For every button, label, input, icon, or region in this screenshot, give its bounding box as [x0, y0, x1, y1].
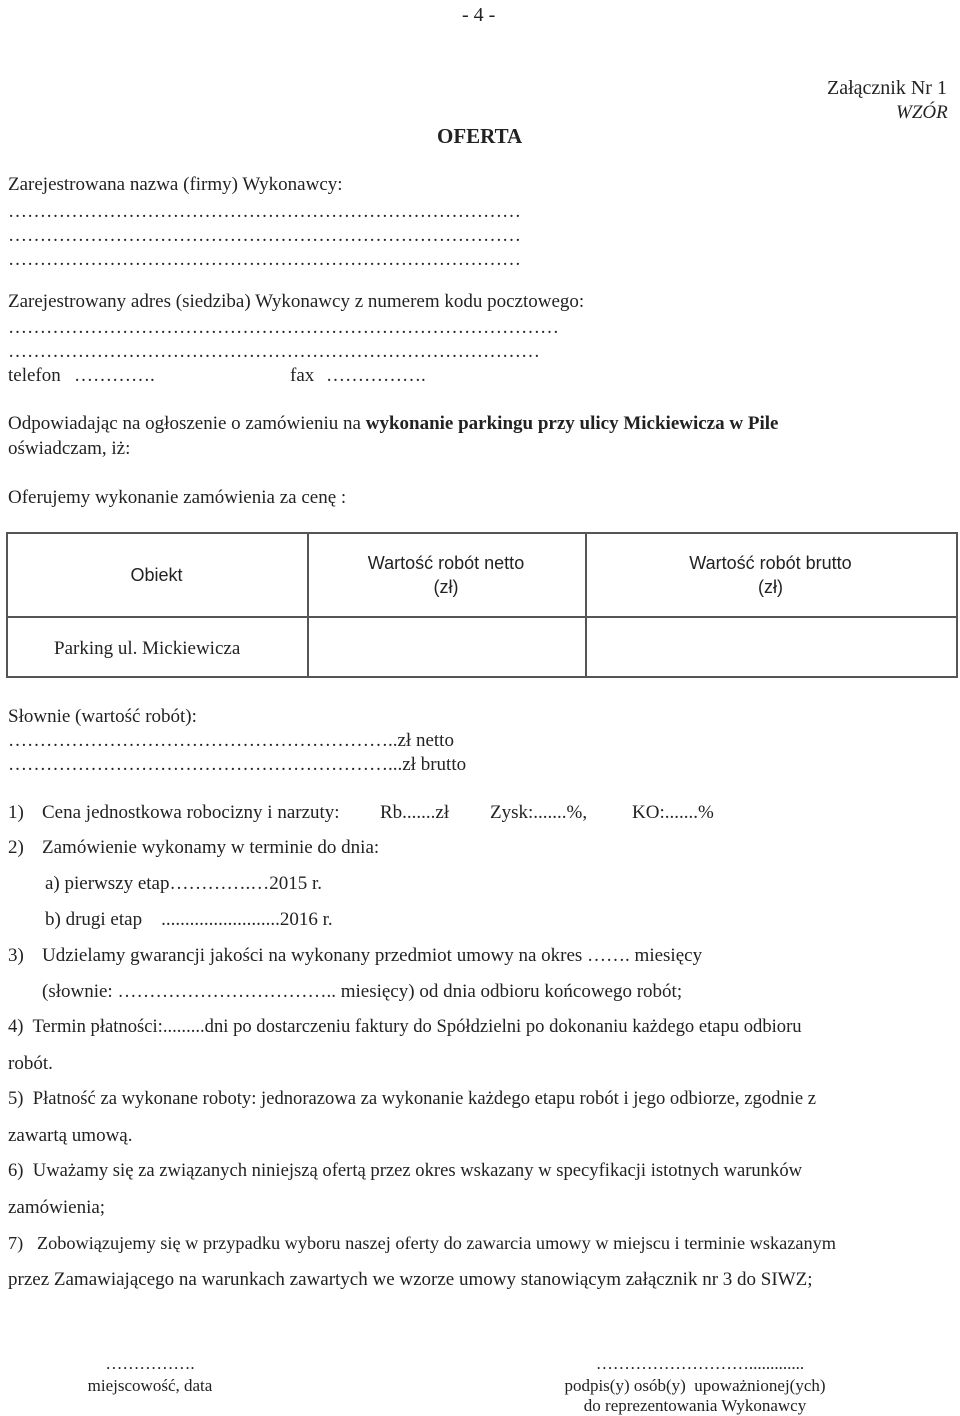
- fax-label: fax: [290, 365, 315, 386]
- page-number: - 4 -: [462, 4, 496, 26]
- intro-line-2: oświadczam, iż:: [8, 438, 131, 459]
- contractor-name-line: ………………………………………………………………………: [8, 201, 521, 222]
- contractor-address-line: …………………………………………………………………………: [8, 341, 540, 362]
- item-3-text: Udzielamy gwarancji jakości na wykonany przedmiot umowy na okres ……. miesięcy: [42, 945, 703, 966]
- place-date-label: miejscowość, data: [87, 1376, 213, 1395]
- contractor-name-label: Zarejestrowana nazwa (firmy) Wykonawcy:: [8, 174, 343, 195]
- phone-field: ………….: [74, 365, 155, 386]
- template-label: WZÓR: [896, 102, 948, 123]
- header-net-unit: (zł): [433, 577, 459, 597]
- document-title: OFERTA: [437, 124, 523, 148]
- item-1-ko: KO:.......%: [632, 802, 714, 823]
- intro-line-1: [8, 414, 778, 433]
- attachment-label: Załącznik Nr 1: [827, 77, 947, 99]
- phone-label: telefon: [8, 365, 61, 386]
- item-5-line-2: zawartą umową.: [8, 1125, 133, 1146]
- header-object: Obiekt: [130, 565, 183, 585]
- table-row-object: Parking ul. Mickiewicza: [54, 638, 241, 659]
- header-net-value: Wartość robót netto: [367, 553, 525, 573]
- contractor-address-label: Zarejestrowany adres (siedziba) Wykonawcy z numerem kodu pocztowego:: [8, 291, 585, 312]
- contractor-name-line: ………………………………………………………………………: [8, 225, 521, 246]
- item-3-number: 3): [8, 945, 24, 966]
- header-gross-value: Wartość robót brutto: [689, 553, 852, 573]
- item-2a: a) pierwszy etap………….…2015 r.: [45, 873, 323, 894]
- offer-statement: Oferujemy wykonanie zamówienia za cenę :: [8, 487, 347, 508]
- words-label: Słownie (wartość robót):: [8, 706, 197, 727]
- contract-subject: wykonanie parkingu przy ulicy Mickiewicza w Pile: [365, 413, 779, 434]
- item-7-line-2: przez Zamawiającego na warunkach zawartych we wzorze umowy stanowiącym załącznik nr 3 do SIWZ;: [8, 1269, 813, 1290]
- intro-prefix: Odpowiadając na ogłoszenie o zamówieniu na: [8, 413, 366, 434]
- item-2b: b) drugi etap .........................2016 r.: [45, 909, 333, 930]
- item-1-rb: Rb.......zł: [380, 802, 450, 823]
- item-1-text: Cena jednostkowa robocizny i narzuty:: [42, 802, 340, 823]
- item-5-line-1: 5) Płatność za wykonane roboty: jednorazowa za wykonanie każdego etapu robót i jego odbiorze, zgodnie z: [8, 1088, 817, 1109]
- item-3-continuation: (słownie: …………………………….. miesięcy) od dnia odbioru końcowego robót;: [42, 981, 683, 1002]
- words-gross-line: ……………………………………………………...zł brutto: [8, 754, 467, 775]
- contractor-address-line: ……………………………………………………………………………: [8, 317, 559, 338]
- item-2-text: Zamówienie wykonamy w terminie do dnia:: [42, 837, 380, 858]
- signature-label: podpis(y) osób(y) upoważnionej(ych): [564, 1376, 826, 1395]
- words-net-line: ……………………………………………………..zł netto: [8, 730, 454, 751]
- signature-label-2: do reprezentowania Wykonawcy: [583, 1396, 807, 1415]
- item-1-number: 1): [8, 802, 24, 823]
- fax-field: …………….: [326, 365, 426, 386]
- item-2-number: 2): [8, 837, 24, 858]
- header-gross-unit: (zł): [758, 577, 783, 597]
- item-4-line-2: robót.: [8, 1053, 53, 1074]
- contractor-name-line: ………………………………………………………………………: [8, 249, 521, 270]
- item-6-line-1: 6) Uważamy się za związanych niniejszą ofertą przez okres wskazany w specyfikacji istotnych warunków: [8, 1160, 803, 1181]
- item-7-line-1: 7) Zobowiązujemy się w przypadku wyboru naszej oferty do zawarcia umowy w miejscu i terminie wskazanym: [8, 1233, 836, 1253]
- place-date-field: …………….: [105, 1354, 195, 1373]
- signature-field: ……………………….............: [595, 1354, 805, 1373]
- item-4-line-1: 4) Termin płatności:.........dni po dostarczeniu faktury do Spółdzielni po dokonaniu każdego etapu odbioru: [8, 1016, 802, 1037]
- item-1-profit: Zysk:.......%,: [490, 802, 588, 823]
- item-6-line-2: zamówienia;: [8, 1197, 106, 1218]
